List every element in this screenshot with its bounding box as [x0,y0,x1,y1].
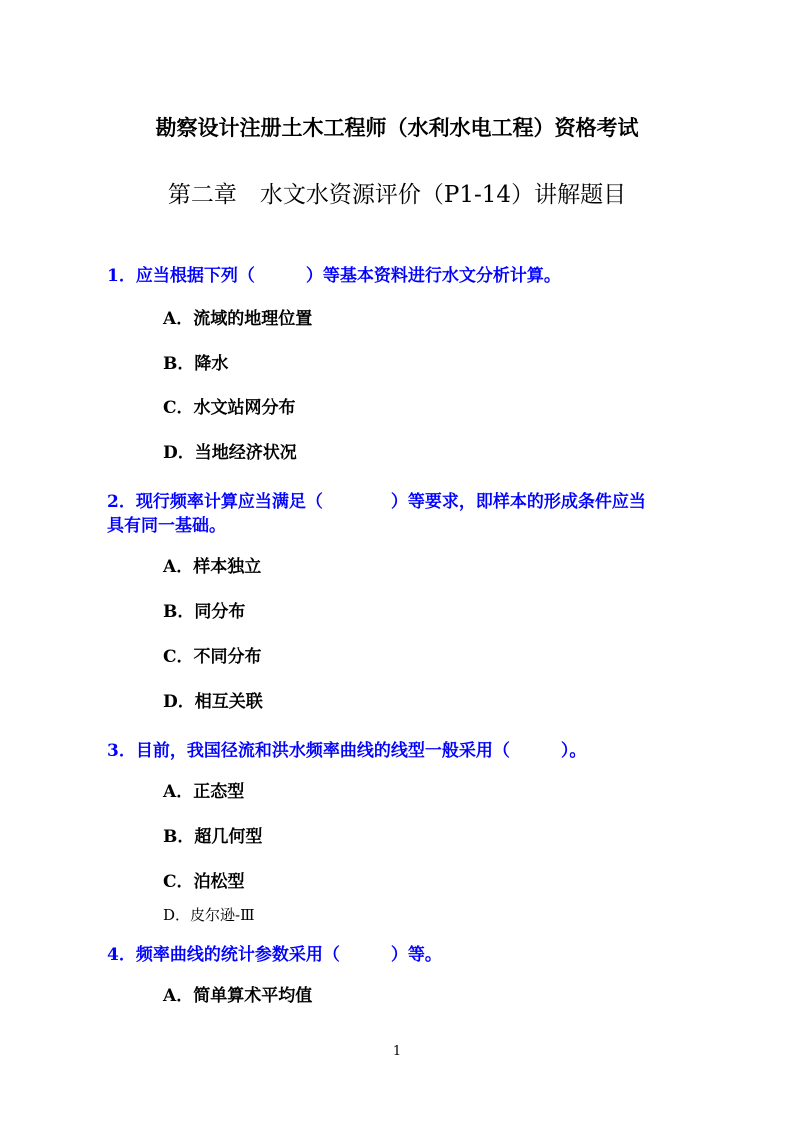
document-title: 勘察设计注册土木工程师（水利水电工程）资格考试 [155,115,639,140]
question-3-option-b: B．超几何型 [163,827,263,847]
chapter-title: 第二章 水文水资源评价（P1-14）讲解题目 [167,182,627,208]
question-3-text: 3．目前，我国径流和洪水频率曲线的线型一般采用（ ）。 [107,741,587,761]
question-2-option-b: B．同分布 [163,602,246,622]
question-1-option-b: B．降水 [163,354,229,374]
question-2-text-line1: 2．现行频率计算应当满足（ ）等要求，即样本的形成条件应当 [107,492,646,512]
question-1-option-c: C．水文站网分布 [163,398,296,418]
question-3-option-c: C．泊松型 [163,872,245,892]
question-2-option-d: D．相互关联 [163,692,263,712]
question-3-option-a: A．正态型 [163,782,245,802]
question-1-option-a: A．流域的地理位置 [163,309,313,329]
question-1-option-d: D．当地经济状况 [163,443,297,463]
question-3-option-d: D．皮尔逊-Ⅲ [163,906,255,924]
question-2-text-line2: 具有同一基础。 [107,516,226,536]
page-number: 1 [392,1044,402,1059]
question-4-text: 4．频率曲线的统计参数采用（ ）等。 [107,945,442,965]
question-1-text: 1．应当根据下列（ ）等基本资料进行水文分析计算。 [107,266,561,286]
question-2-option-a: A．样本独立 [163,557,262,577]
question-2-option-c: C．不同分布 [163,647,262,667]
question-4-option-a: A．简单算术平均值 [163,986,313,1006]
